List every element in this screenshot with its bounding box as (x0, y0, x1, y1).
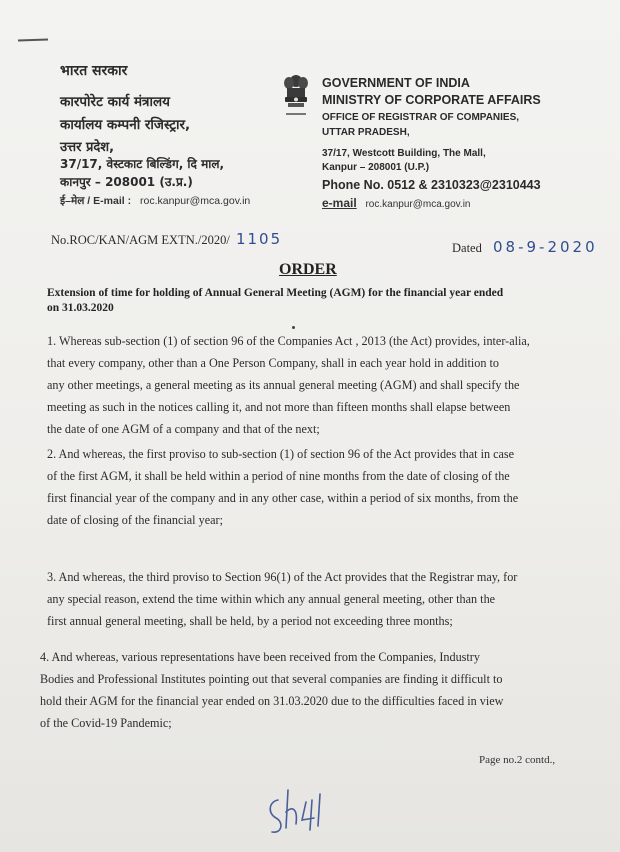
signature-mark (262, 784, 332, 840)
hindi-header-line5: 37/17, वेस्टकाट बिल्डिंग, दि माल, (60, 157, 225, 171)
hindi-email-row (60, 194, 250, 208)
english-header-line4: UTTAR PRADESH, (322, 127, 410, 138)
dated-handwritten: 08-9-2020 (492, 238, 598, 256)
english-header-line2: MINISTRY OF CORPORATE AFFAIRS (322, 93, 541, 107)
paragraph-3-line: any special reason, extend the time within which any annual general meeting, other than the (47, 592, 496, 606)
reference-number (51, 230, 282, 248)
paragraph-3 (47, 566, 517, 632)
page-continued-note: Page no.2 contd., (479, 754, 556, 766)
hindi-header-line1: भारत सरकार (60, 63, 128, 79)
english-email-value: roc.kanpur@mca.gov.in (365, 199, 471, 210)
hindi-header-line4: उत्तर प्रदेश, (60, 140, 115, 155)
paragraph-4-line: hold their AGM for the financial year ended on 31.03.2020 due to the difficulties faced in view (40, 694, 504, 708)
paragraph-3-line: first annual general meeting, shall be held, by a period not exceeding three months; (47, 614, 453, 628)
paragraph-1-line: the date of one AGM of a company and that of the next; (47, 422, 320, 436)
paragraph-1-line: that every company, other than a One Person Company, shall in each year hold in addition to (47, 356, 499, 370)
hindi-email-label: ई–मेल / E-mail : (60, 195, 132, 207)
paragraph-4 (40, 646, 503, 734)
paragraph-1 (47, 330, 530, 440)
dated-label: Dated (452, 241, 482, 255)
paragraph-4-line: Bodies and Professional Institutes pointing out that several companies are finding it difficult to (40, 672, 503, 686)
english-header-line5: 37/17, Westcott Building, The Mall, (322, 148, 486, 159)
english-header-line1: GOVERNMENT OF INDIA (322, 76, 470, 90)
english-email-label: e-mail (322, 196, 357, 210)
paragraph-1-line: 1. Whereas sub-section (1) of section 96 of the Companies Act , 2013 (the Act) provides, inter-alia, (47, 334, 530, 348)
hindi-email-value: roc.kanpur@mca.gov.in (140, 195, 251, 207)
reference-number-handwritten: 1105 (235, 230, 283, 248)
paragraph-1-line: any other meetings, a general meeting as its annual general meeting (AGM) and shall specify the (47, 378, 520, 392)
lion-capital-icon (281, 70, 311, 120)
paragraph-1-line: meeting as such in the notices calling it, and not more than fifteen months shall elapse between (47, 400, 511, 414)
paragraph-2-line: of the first AGM, it shall be held within a period of nine months from the date of closing of the (47, 469, 510, 483)
paragraph-2-line: 2. And whereas, the first proviso to sub-section (1) of section 96 of the Act provides that in case (47, 447, 515, 461)
reference-number-prefix: No.ROC/KAN/AGM EXTN./2020/ (51, 233, 230, 247)
paragraph-4-line: 4. And whereas, various representations have been received from the Companies, Industry (40, 650, 480, 664)
order-subject-line1: Extension of time for holding of Annual General Meeting (AGM) for the financial year ended (47, 287, 504, 299)
english-header-line3: OFFICE OF REGISTRAR OF COMPANIES, (322, 112, 520, 123)
paragraph-4-line: of the Covid-19 Pandemic; (40, 716, 172, 730)
english-email-row (322, 196, 470, 210)
paragraph-2-line: first financial year of the company and in any other case, within a period of six months, from the (47, 491, 519, 505)
order-title: ORDER (279, 261, 337, 278)
signature-initials (262, 784, 332, 840)
paragraph-3-line: 3. And whereas, the third proviso to Section 96(1) of the Act provides that the Registrar may, for (47, 570, 518, 584)
hindi-header-line2: कारपोरेट कार्य मंत्रालय (60, 94, 170, 110)
order-subject-line2: on 31.03.2020 (47, 302, 114, 314)
paragraph-2 (47, 443, 518, 531)
paragraph-2-line: date of closing of the financial year; (47, 513, 223, 527)
english-header-phone: Phone No. 0512 & 2310323@2310443 (322, 178, 541, 192)
hindi-header-line6: कानपुर – 208001 (उ.प्र.) (60, 175, 193, 189)
pen-mark (18, 38, 48, 41)
dated-row (452, 238, 598, 256)
hindi-header-line3: कार्यालय कम्पनी रजिस्ट्रार, (60, 117, 191, 133)
english-header-line6: Kanpur – 208001 (U.P.) (322, 162, 430, 173)
dot-mark (292, 326, 295, 329)
state-emblem (281, 70, 311, 120)
